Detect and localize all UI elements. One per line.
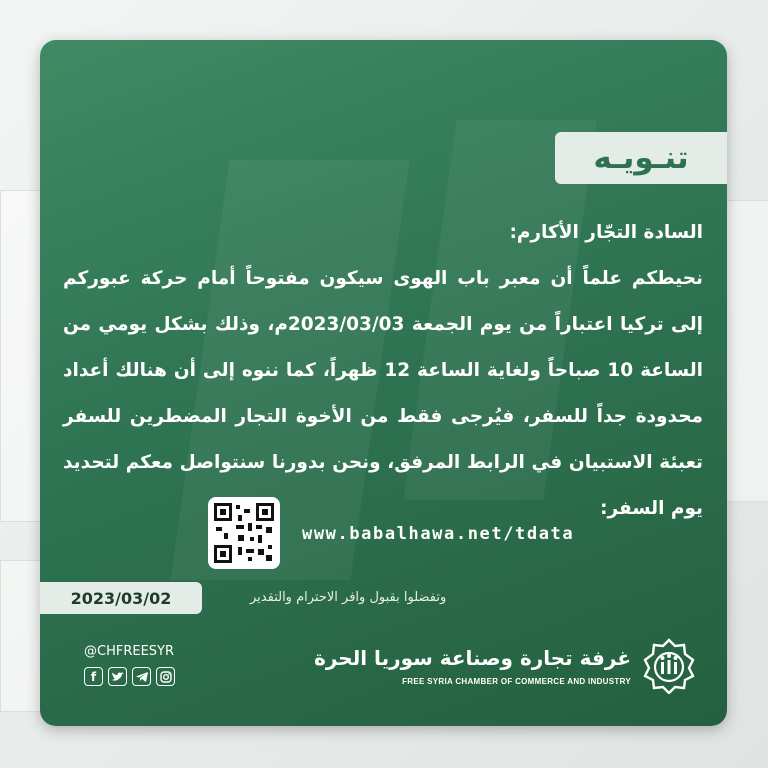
social-handle[interactable]: @CHFREESYR [84,644,175,659]
instagram-icon[interactable] [156,667,175,686]
chamber-logo-icon [641,638,697,694]
closing-text: وتفضلوا بقبول وافر الاحترام والتقدير [250,590,447,605]
social-icons [84,667,175,686]
announcement-body [63,210,703,532]
organization-name-arabic: غرفة تجارة وصناعة سوريا الحرة [314,646,631,670]
greeting: السادة التجّار الأكارم: [509,222,703,243]
announcement-card [40,40,727,726]
survey-link[interactable]: www.babalhawa.net/tdata [302,524,575,544]
twitter-icon[interactable] [108,667,127,686]
announcement-title: تنـويـه [555,132,727,184]
facebook-icon[interactable]: f [84,667,103,686]
organization-name-english: FREE SYRIA CHAMBER OF COMMERCE AND INDUSTRY [402,677,631,686]
telegram-icon[interactable] [132,667,151,686]
qr-pattern [214,503,274,563]
date-badge: 2023/03/02 [40,582,202,614]
qr-code[interactable] [208,497,280,569]
body-paragraph: نحيطكم علماً أن معبر باب الهوى سيكون مفتوحاً أمام حركة عبوركم إلى تركيا اعتباراً من يوم الجمعة 2023/03/03م، وذلك بشكل يومي من الساعة 10 صباحاً ولغاية الساعة 12 ظهراً، كما ننوه إلى أن هنالك أعداد محدودة جداً للسفر، فيُرجى فقط من الأخوة التجار المضطرين للسفر تعبئة الاستبيان في الرابط المرفق، ونحن بدورنا سنتواصل معكم لتحديد يوم السفر: [63,268,703,519]
